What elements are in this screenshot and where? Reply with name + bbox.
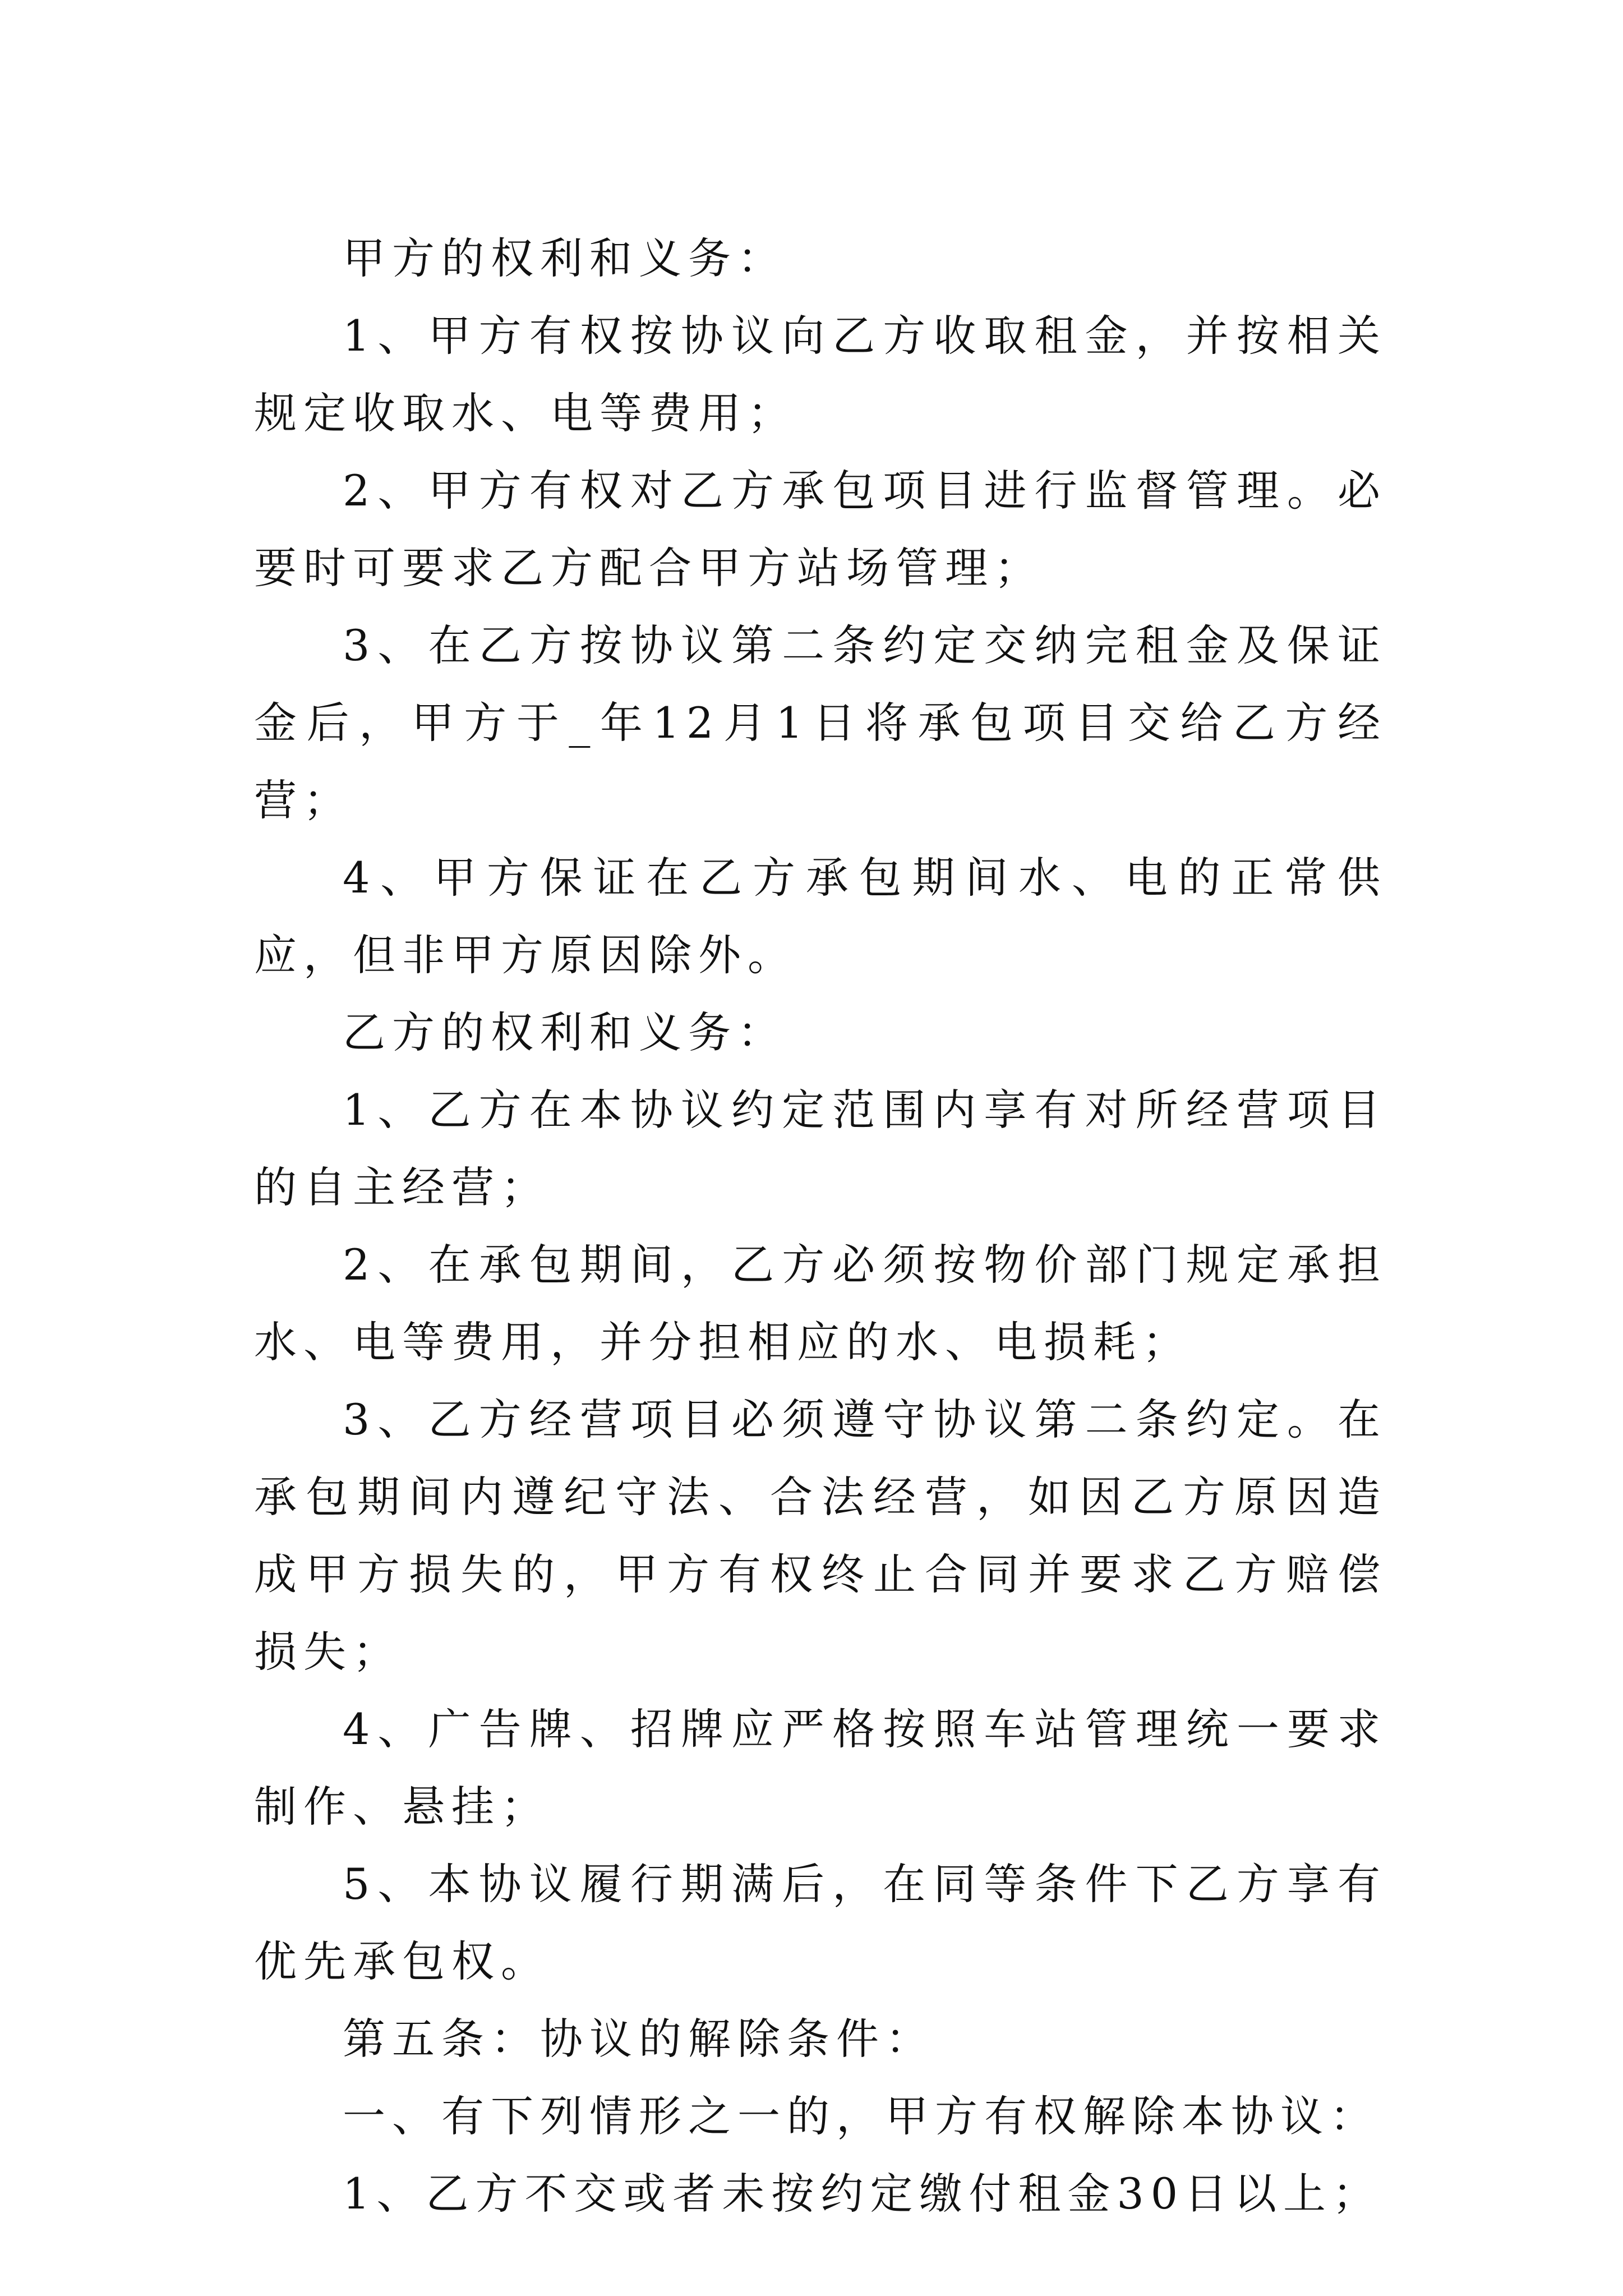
paragraph-party-b-item-5: 5、本协议履行期满后，在同等条件下乙方享有优先承包权。	[254, 1859, 1387, 1986]
document-body	[254, 220, 1387, 2233]
paragraph-party-a-item-2: 2、甲方有权对乙方承包项目进行监督管理。必要时可要求乙方配合甲方站场管理；	[254, 466, 1387, 593]
paragraph-party-b-item-3: 3、乙方经营项目必须遵守协议第二条约定。在承包期间内遵纪守法、合法经营，如因乙方原因造成甲方损失的，甲方有权终止合同并要求乙方赔偿损失；	[254, 1395, 1387, 1677]
paragraph-party-b-item-2: 2、在承包期间，乙方必须按物价部门规定承担水、电等费用，并分担相应的水、电损耗；	[254, 1240, 1387, 1367]
paragraph-party-b-item-1: 1、乙方在本协议约定范围内享有对所经营项目的自主经营；	[254, 1085, 1387, 1212]
paragraph-party-a-item-1: 1、甲方有权按协议向乙方收取租金，并按相关规定收取水、电等费用；	[254, 311, 1387, 438]
paragraph-party-a-heading: 甲方的权利和义务：	[343, 233, 787, 283]
paragraph-termination-clause-1: 一、有下列情形之一的，甲方有权解除本协议：	[343, 2091, 1379, 2141]
paragraph-party-b-heading: 乙方的权利和义务：	[343, 1007, 787, 1057]
paragraph-party-a-item-3: 3、在乙方按协议第二条约定交纳完租金及保证金后，甲方于_年12月1日将承包项目交给乙方经营；	[254, 620, 1387, 825]
paragraph-article-5-heading: 第五条：协议的解除条件：	[343, 2014, 935, 2064]
paragraph-party-b-item-4: 4、广告牌、招牌应严格按照车站管理统一要求制作、悬挂；	[254, 1704, 1387, 1832]
paragraph-termination-item-1: 1、乙方不交或者未按约定缴付租金30日以上；	[343, 2169, 1382, 2219]
paragraph-party-a-item-4: 4、甲方保证在乙方承包期间水、电的正常供应，但非甲方原因除外。	[254, 853, 1387, 980]
